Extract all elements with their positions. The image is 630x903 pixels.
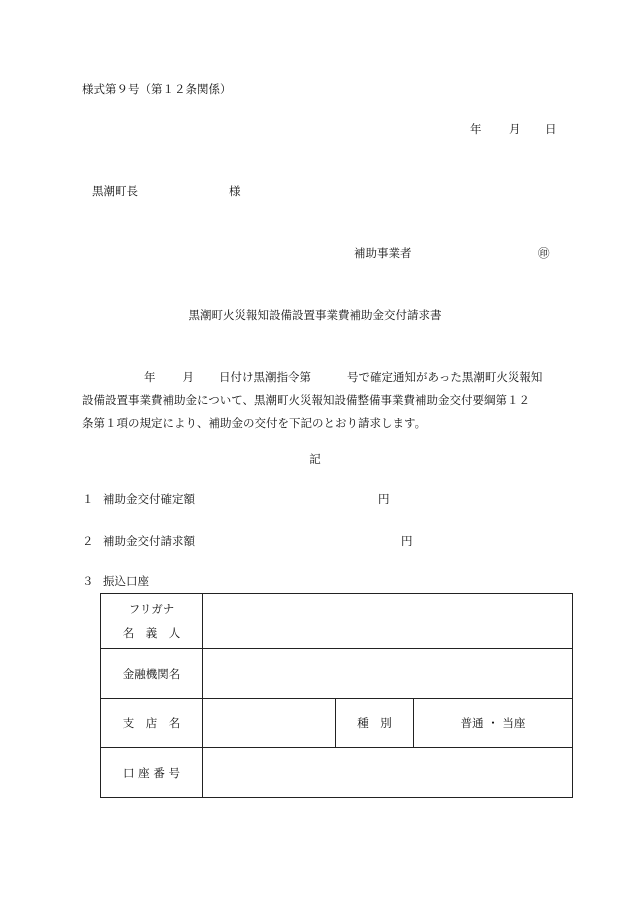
item-3-number: ３ <box>82 574 94 588</box>
date-day: 日 <box>545 122 557 136</box>
item-2-number: ２ <box>82 534 94 548</box>
item-2-label: 補助金交付請求額 <box>103 534 195 548</box>
table-row <box>101 594 573 649</box>
item-1-number: １ <box>82 492 94 506</box>
paragraph-line-3: 条第１項の規定により、補助金の交付を下記のとおり請求します。 <box>82 416 427 430</box>
body-month: 月 <box>182 370 194 384</box>
item-1-label: 補助金交付確定額 <box>103 492 195 506</box>
request-paragraph <box>82 366 582 435</box>
account-type-label: 種 別 <box>336 699 414 748</box>
institution-field[interactable] <box>203 649 573 699</box>
account-type-value[interactable]: 普通 ・ 当座 <box>414 699 573 748</box>
table-row <box>101 649 573 699</box>
form-number: 様式第９号（第１２条関係） <box>82 82 232 96</box>
date-year: 年 <box>470 122 482 136</box>
addressee-name: 黒潮町長 <box>92 184 138 198</box>
account-holder-label: 名 義 人 <box>122 626 181 640</box>
account-holder-label-cell <box>101 594 203 649</box>
item-3-label: 振込口座 <box>103 574 149 588</box>
account-number-label: 口 座 番 号 <box>101 748 203 798</box>
applicant-label: 補助事業者 <box>354 246 412 260</box>
date-month: 月 <box>509 122 521 136</box>
item-1-unit: 円 <box>378 492 390 506</box>
furigana-label: フリガナ <box>128 602 175 616</box>
body-line-1-rest: 号で確定通知があった黒潮町火災報知 <box>347 370 543 384</box>
account-holder-field[interactable] <box>203 594 573 649</box>
body-day-reference: 日付け黒潮指令第 <box>219 370 311 384</box>
table-row <box>101 748 573 798</box>
branch-field[interactable] <box>203 699 336 748</box>
bank-account-table <box>100 593 573 798</box>
account-number-field[interactable] <box>203 748 573 798</box>
body-year: 年 <box>144 370 156 384</box>
item-2-unit: 円 <box>401 534 413 548</box>
institution-label: 金融機関名 <box>101 649 203 699</box>
paragraph-line-2: 設備設置事業費補助金について、黒潮町火災報知設備整備事業費補助金交付要綱第１２ <box>82 393 531 407</box>
paragraph-line-1 <box>82 366 582 389</box>
table-row <box>101 699 573 748</box>
document-title: 黒潮町火災報知設備設置事業費補助金交付請求書 <box>188 308 442 322</box>
addressee-honorific: 様 <box>229 184 241 198</box>
ki-heading: 記 <box>309 452 321 466</box>
seal-mark: ㊞ <box>538 246 550 260</box>
branch-label: 支 店 名 <box>101 699 203 748</box>
